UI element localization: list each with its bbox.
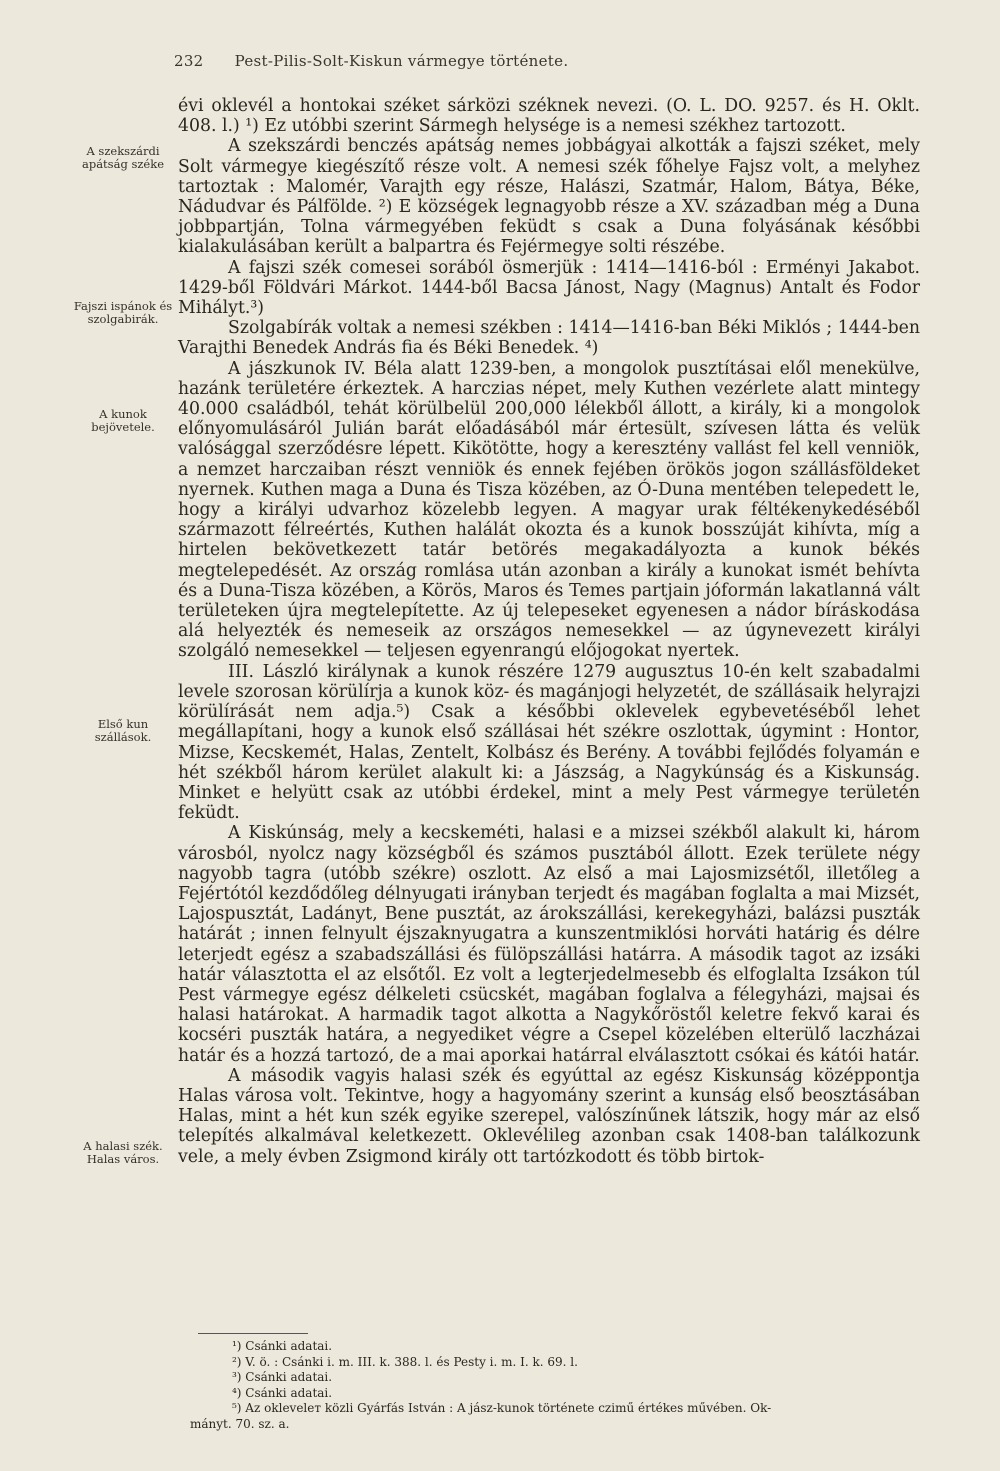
footnote-4: ⁴) Csánki adatai.: [232, 1385, 333, 1400]
page-header: [174, 52, 734, 70]
footnote-5-continued: mányt. 70. sz. a.: [190, 1416, 290, 1431]
paragraph-6: III. László királynak a kunok részére 1279 augusztus 10-én kelt szabadalmi levele szorosan körülírja a kunok köz- és magánjogi helyzetét, de szállásaik helyrajzi körülírását nem adja.⁵) Csak a későbbi oklevelek egybevetéséből lehet megállapítani, hogy a kunok első szállásai hét székre oszlottak, úgymint : Hontor, Mizse, Kecskemét, Halas, Zentelt, Kolbász és Berény. A további fejlődés folyamán e hét székből három kerület alakult ki: a Jászság, a Nagykúnság és a Kiskunság. Minket e helyütt csak az utóbbi érdekel, mint a mely Pest vármegye területén feküdt.: [178, 661, 920, 824]
running-title: Pest-Pilis-Solt-Kiskun vármegye története.: [234, 52, 569, 70]
paragraph-4: Szolgabírák voltak a nemesi székben : 1414—1416-ban Béki Miklós ; 1444-ben Varajthi Benedek András fia és Béki Benedek. ⁴): [178, 318, 920, 359]
paragraph-3: A fajszi szék comesei sorából ösmerjük : 1414—1416-ból : Erményi Jakabot. 1429-ből Földvári Márkot. 1444-ből Bacsa Jánost, Nagy (Magnus) Antalt és Fodor Mihályt.³): [178, 257, 920, 319]
paragraph-1: évi oklevél a hontokai széket sárközi széknek nevezi. (O. L. DO. 9257. és H. Oklt. 408. l.) ¹) Ez utóbbi szerint Sármegh helysége is a nemesi székhez tartozott.: [178, 96, 920, 137]
page-number: 232: [174, 52, 204, 70]
footnote-3: ³) Csánki adatai.: [232, 1370, 333, 1385]
footnote-2: ²) V. ö. : Csánki i. m. III. k. 388. l. és Pesty i. m. I. k. 69. l.: [232, 1354, 578, 1369]
paragraph-7: A Kiskúnság, mely a kecskeméti, halasi e a mizsei székből alakult ki, három városból, nyolcz nagy községből és számos pusztából állott. Ezek területe négy nagyobb tagra (utóbb székre) oszlott. Az első a mai Lajosmizsétől, illetőleg a Fejértótól kezdődőleg délnyugati irányban terjedt és magában foglalta a mai Mizsét, Lajospusztát, Ladányt, Bene pusztát, az árokszállási, kerekegyházi, balázsi puszták határát ; innen felnyult éjszaknyugatra a kunszentmiklósi horváti határig és délre leterjedt egész a szabadszállási és fülöpszállási határra. A második tagot az izsáki határ választotta el az elsőtől. Ez volt a legterjedelmesebb és elfoglalta Izsákon túl Pest vármegye egész délkeleti csücskét, magában foglalva a félegyházi, majsai és halasi határokat. A harmadik tagot alkotta a Nagykőröstől keletre fekvő karai és kocséri puszták határa, a negyediket végre a Csepel közelében elterülő laczházai határ és a hozzá tartozó, de a mai aporkai határral elválasztott csókai és kátói határ.: [178, 823, 920, 1066]
margin-note-kunok: A kunok bejövetele.: [91, 407, 155, 434]
paragraph-2: A szekszárdi benczés apátság nemes jobbágyai alkották a fajszi széket, mely Solt vármegye kiegészítő része volt. A nemesi szék főhelye Fajsz volt, a melyhez tartoztak : Malomér, Varajth egy része, Halászi, Szatmár, Halom, Bátya, Béke, Nádudvar és Pálfölde. ²) E községek legnagyobb része a XV. században még a Duna jobbpartján, Tolna vármegyében feküdt s csak a Duna folyásának későbbi kialakulásában került a balpartra és Fejérmegye solti részébe.: [178, 136, 920, 258]
footnote-5: ⁵) Az okleveleт közli Gyárfás István : A jász-kunok története czimű értékes művében. Ok-: [232, 1401, 772, 1416]
paragraph-5: A jászkunok IV. Béla alatt 1239-ben, a mongolok pusztításai elől menekülve, hazánk területére érkeztek. A harczias népet, mely Kuthen vezérlete alatt mintegy 40.000 családból, tehát körülbelül 200,000 lélekből állott, a király, ki a mongolok előnyomulásáról Julián barát előadásából már értesült, szívesen látta és velük valósággal szerződésre lépett. Kikötötte, hogy a keresztény vallást fel kell venniök, a nemzet harczaiban részt venniök és ennek fejében örökös jogon szállásföldeket nyernek. Kuthen maga a Duna és Tisza közében, az Ó-Duna mentében telepedett le, hogy a királyi udvarhoz közelebb legyen. A magyar urak féltékenykedéséből származott félreértés, Kuthen halálát okozta és a kunok bosszúját kihívta, míg a hirtelen bekövetkezett tatár betörés megakadályozta a kunok békés megtelepedését. Az ország romlása után azonban a király a kunokat ismét behívta és a Duna-Tisza közében, a Körös, Maros és Temes partjain jóformán lakatlanná vált területeken újra megtelepítette. Az új telepeseket egyenesen a nádor bíráskodása alá helyezték és nemeseik az országos nemesekkel — az úgynevezett királyi szolgáló nemesekkel — teljesen egyenrangú előjogokat nyertek.: [178, 358, 920, 662]
margin-note-halasi: A halasi szék. Halas város.: [83, 1139, 163, 1166]
margin-note-szallasok: Első kun szállások.: [94, 717, 152, 744]
paragraph-8: A második vagyis halasi szék és egyúttal az egész Kiskunság középpontja Halas városa volt. Tekintve, hogy a hagyomány szerint a kunság első beosztásában Halas, mint a hét kun szék egyike szerepel, valószínűnek látszik, hogy már az első telepítés alkalmával keletkezett. Oklevélileg azonban csak 1408-ban találkozunk vele, a mely évben Zsigmond király ott tartózkodott és több birtok-: [178, 1065, 920, 1167]
footnote-1: ¹) Csánki adatai.: [232, 1339, 333, 1353]
footnotes: [190, 1339, 910, 1433]
footnote-rule: [198, 1333, 308, 1334]
main-text: [178, 96, 920, 1167]
margin-note-szekszard: A szekszárdi apátság széke: [81, 144, 164, 171]
margin-note-fajszi: Fajszi ispánok és szolgabirák.: [73, 299, 173, 326]
